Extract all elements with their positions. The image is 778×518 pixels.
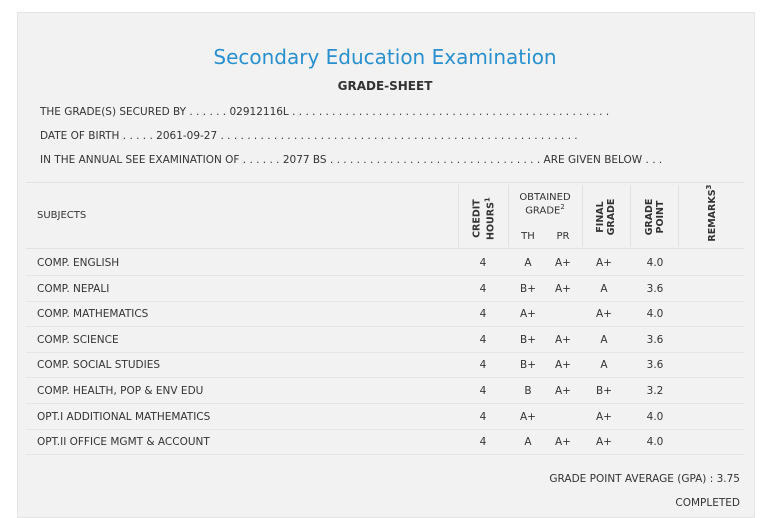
- theory-grade-cell: A: [524, 436, 532, 449]
- grade-point-cell: 3.6: [646, 359, 664, 372]
- col-divider: [458, 185, 459, 247]
- subject-cell: COMP. ENGLISH: [37, 257, 120, 269]
- gpa-text: GRADE POINT AVERAGE (GPA) : 3.75: [549, 473, 740, 485]
- grade-point-cell: 3.2: [646, 385, 664, 397]
- credit-cell: 4: [479, 282, 487, 295]
- subject-cell: OPT.I ADDITIONAL MATHEMATICS: [37, 410, 211, 423]
- table-row: [26, 250, 744, 276]
- header-obtained-grade: OBTAINED GRADE$^2$: [519, 192, 571, 217]
- header-final-grade: FINAL GRADE: [595, 198, 617, 236]
- theory-grade-cell: A+: [520, 410, 536, 423]
- exam-line: IN THE ANNUAL SEE EXAMINATION OF . . . . . . 2077 BS . . . . . . . . . . . . . . . . . . . . . . . . . . . . . . . . ARE GIVEN BELOW . . .: [40, 154, 663, 166]
- symbol-number-line: THE GRADE(S) SECURED BY . . . . . . 02912116L . . . . . . . . . . . . . . . . . . . . . . . . . . . . . . . . . . . . . . . . . . . . . . . .: [40, 106, 610, 118]
- grade-point-cell: 4.0: [646, 257, 664, 269]
- final-grade-cell: A: [600, 359, 608, 372]
- credit-cell: 4: [479, 359, 487, 372]
- credit-cell: 4: [479, 410, 487, 423]
- header-bottom-border: [26, 248, 744, 249]
- col-divider: [678, 185, 679, 247]
- subject-cell: COMP. NEPALI: [37, 282, 110, 295]
- theory-grade-cell: B+: [519, 359, 536, 372]
- col-divider: [582, 185, 583, 247]
- grade-point-cell: 4.0: [646, 410, 664, 423]
- practical-grade-cell: A+: [555, 333, 571, 346]
- practical-grade-cell: A+: [555, 385, 571, 397]
- col-divider: [508, 185, 509, 247]
- credit-cell: 4: [479, 385, 487, 397]
- final-grade-cell: A: [600, 333, 608, 346]
- header-th: TH: [521, 231, 535, 242]
- final-grade-cell: B+: [595, 385, 612, 397]
- theory-grade-cell: B+: [519, 282, 536, 295]
- theory-grade-cell: B+: [519, 333, 536, 346]
- header-credit-hours: CREDIT HOURS$^1$: [471, 197, 497, 240]
- table-row: [26, 378, 744, 404]
- table-row: [26, 352, 744, 378]
- subject-cell: COMP. MATHEMATICS: [37, 308, 149, 321]
- table-top-border: [26, 182, 744, 183]
- final-grade-cell: A+: [596, 436, 612, 449]
- subject-cell: COMP. SCIENCE: [37, 333, 119, 346]
- page-title: Secondary Education Examination: [213, 45, 557, 69]
- table-row: [26, 429, 744, 455]
- header-remarks: REMARKS$^3$: [704, 184, 719, 242]
- practical-grade-cell: A+: [555, 257, 571, 269]
- table-row: [26, 276, 744, 302]
- header-subjects: SUBJECTS: [37, 210, 87, 221]
- table-row: [26, 327, 744, 353]
- grade-point-cell: 3.6: [646, 333, 664, 346]
- practical-grade-cell: A+: [555, 436, 571, 449]
- credit-cell: 4: [479, 333, 487, 346]
- grade-point-cell: 4.0: [646, 436, 664, 449]
- grade-point-cell: 3.6: [646, 282, 664, 295]
- table-row: [26, 404, 744, 430]
- status-text: COMPLETED: [675, 497, 740, 509]
- theory-grade-cell: B: [524, 385, 532, 397]
- practical-grade-cell: A+: [555, 282, 571, 295]
- grade-point-cell: 4.0: [646, 308, 664, 321]
- credit-cell: 4: [479, 308, 487, 321]
- final-grade-cell: A+: [596, 308, 612, 321]
- credit-cell: 4: [479, 257, 487, 269]
- header-pr: PR: [556, 231, 570, 242]
- subject-cell: COMP. HEALTH, POP & ENV EDU: [37, 385, 204, 397]
- subject-cell: COMP. SOCIAL STUDIES: [37, 359, 161, 372]
- final-grade-cell: A+: [596, 257, 612, 269]
- subject-cell: OPT.II OFFICE MGMT & ACCOUNT: [37, 436, 210, 449]
- col-divider: [630, 185, 631, 247]
- credit-cell: 4: [479, 436, 487, 449]
- final-grade-cell: A+: [596, 410, 612, 423]
- header-grade-point: GRADE POINT: [644, 198, 666, 236]
- date-of-birth-line: DATE OF BIRTH . . . . . 2061-09-27 . . . . . . . . . . . . . . . . . . . . . . . . . . . . . . . . . . . . . . . . . . . . . . . . . . . . . .: [40, 130, 578, 142]
- final-grade-cell: A: [600, 282, 608, 295]
- theory-grade-cell: A+: [520, 308, 536, 321]
- table-row: [26, 301, 744, 327]
- theory-grade-cell: A: [524, 257, 532, 269]
- page-subtitle: GRADE-SHEET: [337, 79, 433, 93]
- practical-grade-cell: A+: [555, 359, 571, 372]
